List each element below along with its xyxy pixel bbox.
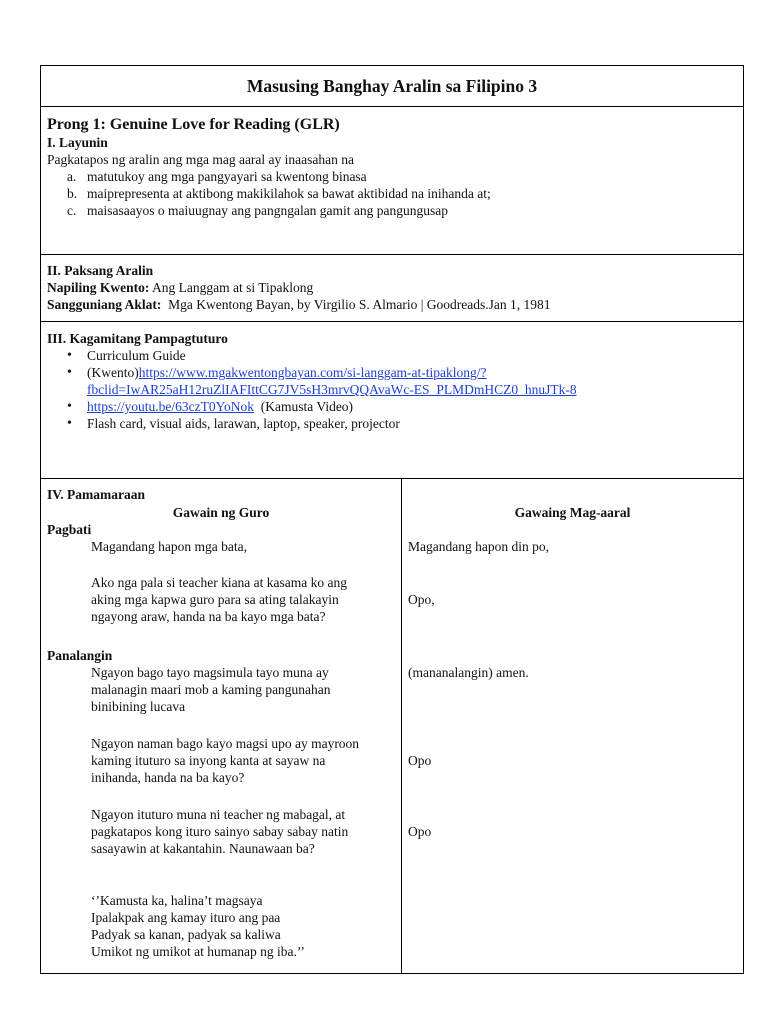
item-text: Curriculum Guide	[87, 348, 186, 363]
kagamitan-heading: III. Kagamitang Pampagtuturo	[47, 331, 228, 346]
paksang-aralin-section	[41, 255, 743, 322]
objective-marker: b.	[67, 186, 78, 201]
pamamaraan-section	[41, 479, 743, 973]
song-line: Padyak sa kanan, padyak sa kaliwa	[91, 927, 281, 942]
prong-heading: Prong 1: Genuine Love for Reading (GLR)	[47, 116, 340, 133]
objectives-list	[67, 168, 737, 219]
kwento-link[interactable]: https://www.mgakwentongbayan.com/si-langgam-at-tipaklong/?	[138, 365, 487, 380]
guro-line: aking mga kapwa guro para sa ating talakayin	[91, 592, 339, 607]
guro-paragraph	[91, 806, 348, 857]
kagamitan-item	[65, 415, 737, 432]
paksa-heading: II. Paksang Aralin	[47, 263, 154, 278]
magaaral-response: Opo	[408, 824, 432, 839]
kagamitan-list	[65, 347, 737, 432]
song-line: Umikot ng umikot at humanap ng iba.’’	[91, 944, 305, 959]
objective-marker: a.	[67, 169, 77, 184]
layunin-heading: I. Layunin	[47, 135, 108, 150]
guro-paragraph	[91, 574, 347, 625]
objective-item	[67, 168, 737, 185]
col-heading-guro: Gawain ng Guro	[172, 505, 270, 520]
guro-line: binibining lucava	[91, 699, 186, 714]
objective-text: maiprepresenta at aktibong makikilahok sa bawat aktibidad na inihanda at;	[87, 186, 491, 201]
magaaral-response: Opo	[408, 753, 432, 768]
napiling-label: Napiling Kwento:	[47, 280, 150, 295]
pagbati-label: Pagbati	[47, 522, 92, 537]
objective-item	[67, 185, 737, 202]
lesson-plan-table	[40, 65, 744, 974]
kagamitan-item	[65, 347, 737, 364]
kagamitan-item	[65, 364, 737, 398]
layunin-section	[41, 107, 743, 255]
item-suffix: (Kamusta Video)	[254, 399, 354, 414]
guro-line: sasayawin at kakantahin. Naunawaan ba?	[91, 841, 315, 856]
pamamaraan-heading: IV. Pamamaraan	[47, 487, 146, 502]
napiling-value: Ang Langgam at si Tipaklong	[149, 280, 314, 295]
objective-item	[67, 202, 737, 219]
guro-line: Ngayon naman bago kayo magsi upo ay mayroon	[91, 736, 360, 751]
page-title: Masusing Banghay Aralin sa Filipino 3	[246, 76, 538, 96]
guro-line: malanagin maari mob a kaming pangunahan	[91, 682, 331, 697]
gawain-magaaral-column	[402, 479, 743, 973]
song-lyrics	[91, 892, 305, 960]
magaaral-response: Magandang hapon din po,	[408, 539, 549, 554]
item-prefix: (Kwento)	[87, 365, 139, 380]
gawain-guro-column	[41, 479, 401, 973]
sanggunian-value: Mga Kwentong Bayan, by Virgilio S. Almario | Goodreads.Jan 1, 1981	[161, 297, 551, 312]
guro-paragraph	[91, 664, 331, 715]
guro-text: Magandang hapon mga bata,	[91, 539, 247, 554]
napiling-kwento-line	[47, 279, 737, 296]
song-line: Ipalakpak ang kamay ituro ang paa	[91, 910, 281, 925]
magaaral-response: (mananalangin) amen.	[408, 665, 529, 680]
youtube-link[interactable]: https://youtu.be/63czT0YoNok	[87, 399, 255, 414]
title-row	[41, 66, 743, 107]
objective-text: maisasaayos o maiuugnay ang pangngalan gamit ang pangungusap	[87, 203, 449, 218]
objective-text: matutukoy ang mga pangyayari sa kwentong binasa	[87, 169, 367, 184]
layunin-intro: Pagkatapos ng aralin ang mga mag aaral ay inaasahan na	[47, 152, 354, 167]
sanggunian-label: Sangguniang Aklat:	[47, 297, 162, 312]
guro-line: kaming ituturo sa inyong kanta at sayaw na	[91, 753, 326, 768]
guro-line: pagkatapos kong ituro sainyo sabay sabay natin	[91, 824, 349, 839]
song-line: ‘’Kamusta ka, halina’t magsaya	[91, 893, 263, 908]
objective-marker: c.	[67, 203, 77, 218]
guro-line: Ngayon bago tayo magsimula tayo muna ay	[91, 665, 329, 680]
guro-line: ngayong araw, handa na ba kayo mga bata?	[91, 609, 326, 624]
item-text: Flash card, visual aids, larawan, laptop, speaker, projector	[87, 416, 400, 431]
panalangin-label: Panalangin	[47, 648, 113, 663]
kagamitan-item	[65, 398, 737, 415]
col-heading-magaaral: Gawaing Mag-aaral	[514, 505, 631, 520]
sanggunian-line	[47, 296, 737, 313]
kagamitan-section	[41, 322, 743, 479]
magaaral-response: Opo,	[408, 592, 435, 607]
guro-line: Ako nga pala si teacher kiana at kasama ko ang	[91, 575, 348, 590]
guro-line: Ngayon ituturo muna ni teacher ng mabagal, at	[91, 807, 346, 822]
kwento-link-continued[interactable]: fbclid=IwAR25aH12ruZlIAFIttCG7JV5sH3mrvQQAvaWc-ES_PLMDmHCZ0_hnuJTk-8	[87, 382, 577, 397]
guro-paragraph	[91, 735, 359, 786]
guro-line: inihanda, handa na ba kayo?	[91, 770, 245, 785]
